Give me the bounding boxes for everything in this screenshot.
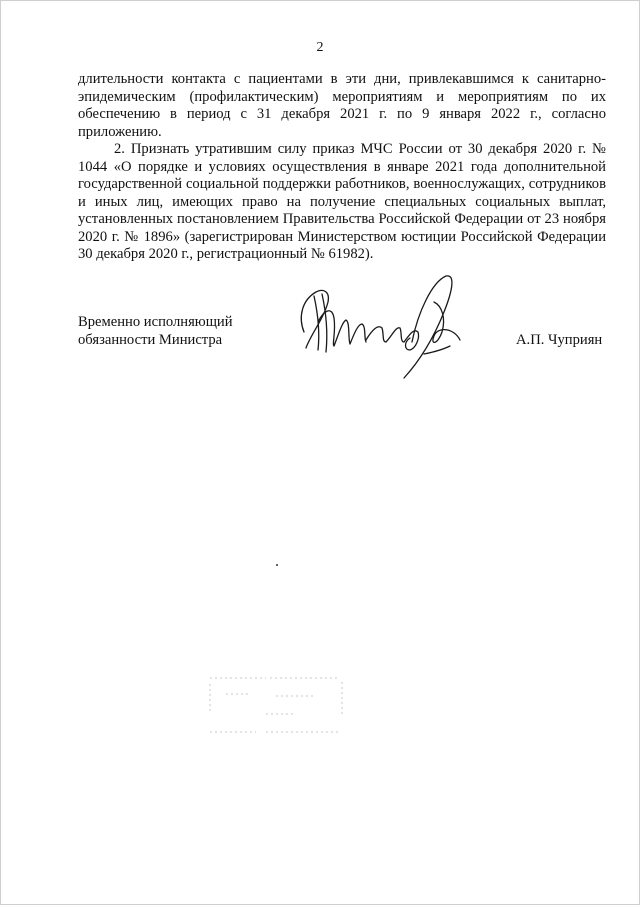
paragraph-continuation: длительности контакта с пациентами в эти дни, привлекавшимся к санитарно-эпидемическим (профилактическим) мероприятиям и мероприятиям по их обеспечению в период с 31 декабря 2021 г. по 9 января 2022 г., согласно приложению. <box>78 71 606 140</box>
document-body <box>78 71 606 264</box>
signatory-title-line-2: обязанности Министра <box>78 331 223 348</box>
scan-speck <box>276 564 278 566</box>
signatory-name: А.П. Чуприян <box>516 332 603 348</box>
page-number: 2 <box>316 40 324 55</box>
handwritten-signature <box>284 262 484 382</box>
signatory-title <box>78 314 233 349</box>
paragraph-item-2: 2. Признать утратившим силу приказ МЧС России от 30 декабря 2020 г. № 1044 «О порядке и условиях осуществления в январе 2021 года дополнительной государственной социальной поддержки работников, военнослужащих, сотрудников и иных лиц, имеющих право на получение специальных социальных выплат, установленных постановлением Правительства Российской Федерации от 23 ноября 2020 г. № 1896» (зарегистрирован Министерством юстиции Российской Федерации 30 декабря 2020 г., регистрационный № 61982). <box>78 141 606 262</box>
faint-stamp-mark <box>206 674 346 738</box>
signatory-title-line-1: Временно исполняющий <box>78 314 233 330</box>
